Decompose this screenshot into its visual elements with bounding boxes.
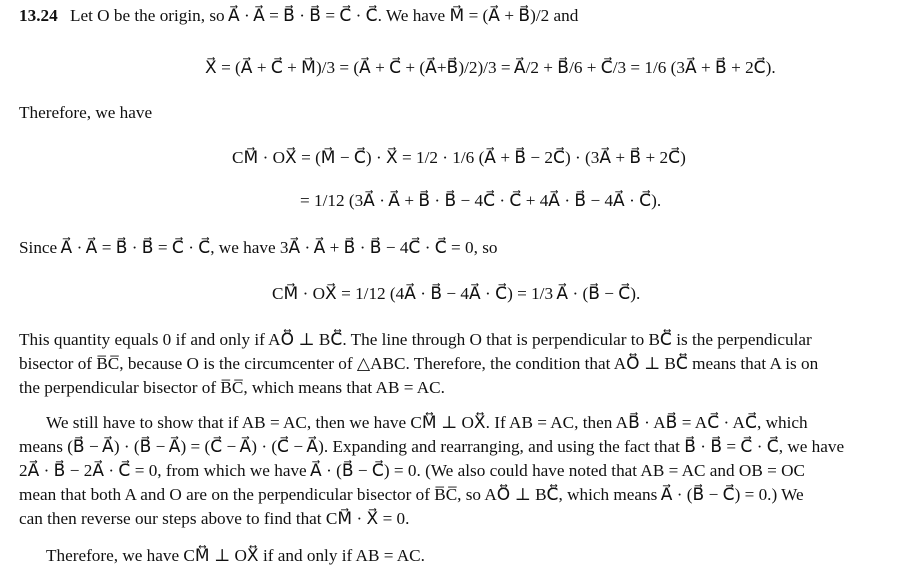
paragraph-2-line-2: means (B⃗ − A⃗) · (B⃗ − A⃗) = (C⃗ − A⃗) · (C⃗ − A⃗). Expanding and rearranging, and using the fact that B⃗ · B⃗ = C⃗ · C⃗, we have	[19, 437, 845, 456]
paragraph-1-line-3: the perpendicular bisector of B̅C̅, which means that AB = AC.	[19, 378, 445, 397]
paragraph-2-line-5: can then reverse our steps above to find that CM⃗ · X⃗ = 0.	[19, 509, 410, 528]
problem-intro-line	[19, 6, 578, 26]
paragraph-1-line-2: bisector of B̅C̅, because O is the circumcenter of △ABC. Therefore, the condition that AO⃡ ⊥ BC⃡ means that A is on	[19, 354, 819, 373]
paragraph-1-line-1: This quantity equals 0 if and only if AO⃡ ⊥ BC⃡. The line through O that is perpendicular to BC⃡ is the perpendicular	[19, 330, 812, 349]
problem-intro: Let O be the origin, so A⃗ · A⃗ = B⃗ · B⃗ = C⃗ · C⃗. We have M⃗ = (A⃗ + B⃗)/2 and	[69, 6, 579, 25]
equation-x-definition: X⃗ = (A⃗ + C⃗ + M⃗)/3 = (A⃗ + C⃗ + (A⃗+B⃗)/2)/3 = A⃗/2 + B⃗/6 + C⃗/3 = 1/6 (3A⃗ + B⃗ + 2C⃗).	[205, 58, 776, 77]
problem-number: 13.24	[19, 6, 58, 25]
therefore-line: Therefore, we have	[19, 103, 153, 122]
conclusion-line: Therefore, we have CM⃡ ⊥ OX⃡ if and only if AB = AC.	[46, 546, 425, 565]
paragraph-2-line-4: mean that both A and O are on the perpendicular bisector of B̅C̅, so AO⃡ ⊥ BC⃡, which means A⃗ · (B⃗ − C⃗) = 0.) We	[19, 485, 804, 504]
equation-cm-ox-expand: CM⃗ · OX⃗ = (M⃗ − C⃗) · X⃗ = 1/2 · 1/6 (A⃗ + B⃗ − 2C⃗) · (3A⃗ + B⃗ + 2C⃗)	[232, 148, 686, 167]
paragraph-2-line-1: We still have to show that if AB = AC, then we have CM⃡ ⊥ OX⃡. If AB = AC, then AB⃗ · AB⃗ = AC⃗ · AC⃗, which	[46, 413, 808, 432]
equation-cm-ox-expand-2: = 1/12 (3A⃗ · A⃗ + B⃗ · B⃗ − 4C⃗ · C⃗ + 4A⃗ · B⃗ − 4A⃗ · C⃗).	[300, 191, 662, 210]
since-line: Since A⃗ · A⃗ = B⃗ · B⃗ = C⃗ · C⃗, we have 3A⃗ · A⃗ + B⃗ · B⃗ − 4C⃗ · C⃗ = 0, so	[19, 238, 498, 257]
equation-cm-ox-simplified: CM⃗ · OX⃗ = 1/12 (4A⃗ · B⃗ − 4A⃗ · C⃗) = 1/3 A⃗ · (B⃗ − C⃗).	[272, 284, 641, 303]
paragraph-2-line-3: 2A⃗ · B⃗ − 2A⃗ · C⃗ = 0, from which we have A⃗ · (B⃗ − C⃗) = 0. (We also could have noted that AB = AC and OB = OC	[19, 461, 805, 480]
